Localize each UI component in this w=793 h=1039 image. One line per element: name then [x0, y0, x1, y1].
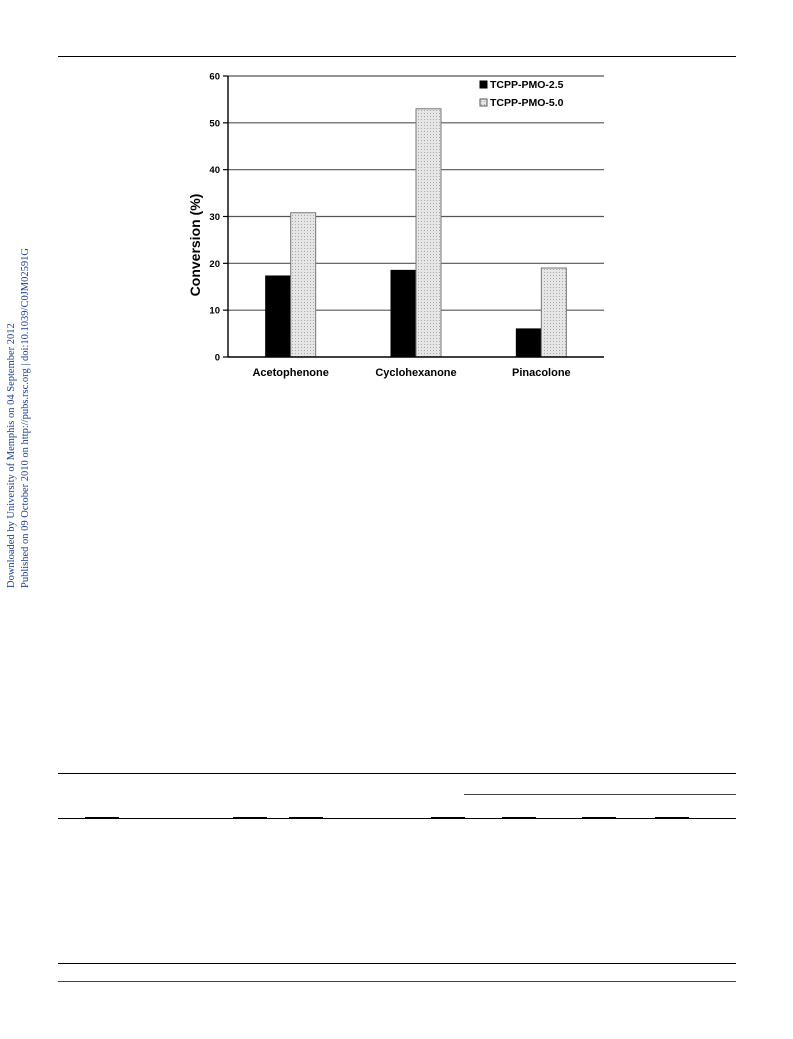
column-dash — [431, 817, 465, 819]
y-tick-label: 10 — [209, 305, 220, 317]
legend — [480, 79, 564, 109]
y-tick-label: 0 — [214, 352, 220, 364]
watermark-line-1: Downloaded by University of Memphis on 04 September 2012 — [6, 323, 17, 588]
bar-tcpp-pmo-2-5-cyclohexanone — [391, 270, 416, 357]
column-dash — [85, 817, 119, 819]
column-dash — [655, 817, 689, 819]
bar-tcpp-pmo-2-5-acetophenone — [266, 276, 291, 357]
download-watermark — [5, 248, 33, 588]
table-header-rule — [58, 818, 736, 819]
x-category-label: Cyclohexanone — [375, 367, 457, 379]
column-dash — [502, 817, 536, 819]
bar-tcpp-pmo-5-0-cyclohexanone — [416, 109, 441, 357]
bar-tcpp-pmo-2-5-pinacolone — [516, 329, 541, 357]
watermark-line-2: Published on 09 October 2010 on http://pubs.rsc.org | doi:10.1039/C0JM02591G — [20, 248, 31, 588]
x-category-label: Acetophenone — [252, 367, 329, 379]
y-tick-label: 20 — [209, 258, 220, 270]
legend-label: TCPP-PMO-2.5 — [490, 79, 564, 91]
y-axis-title: Conversion (%) — [187, 193, 203, 297]
conversion-bar-chart — [180, 64, 620, 394]
column-dash — [289, 817, 323, 819]
table-top-rule — [58, 773, 736, 774]
legend-label: TCPP-PMO-5.0 — [490, 97, 564, 109]
footer-rule — [58, 981, 736, 982]
y-tick-label: 40 — [209, 165, 220, 177]
column-dash — [233, 817, 267, 819]
legend-swatch — [480, 99, 487, 106]
x-category-label: Pinacolone — [511, 367, 571, 379]
bar-tcpp-pmo-5-0-acetophenone — [291, 213, 316, 357]
top-rule — [58, 56, 736, 57]
y-tick-label: 30 — [209, 212, 220, 223]
y-tick-label: 50 — [209, 118, 220, 130]
table-bottom-rule — [58, 963, 736, 964]
legend-swatch — [480, 81, 487, 88]
column-dash — [582, 817, 616, 819]
bar-layer — [266, 109, 567, 357]
y-tick-label: 60 — [209, 71, 220, 83]
bar-tcpp-pmo-5-0-pinacolone — [541, 268, 566, 357]
table-group-rule — [464, 794, 736, 795]
